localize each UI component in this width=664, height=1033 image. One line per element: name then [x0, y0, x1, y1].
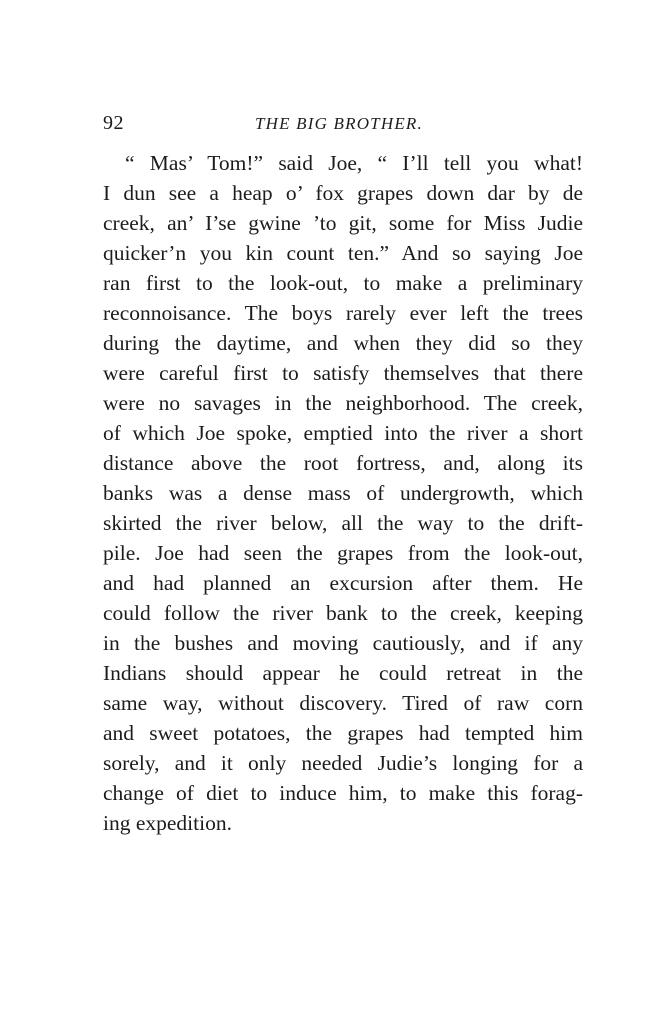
text-line: same way, without discovery. Tired of raw corn — [103, 691, 583, 715]
text-line: banks was a dense mass of undergrowth, which — [103, 481, 583, 505]
text-line: sorely, and it only needed Judie’s longing for a — [103, 751, 583, 775]
text-line: creek, an’ I’se gwine ’to git, some for Miss Judie — [103, 211, 583, 235]
text-line: reconnoisance. The boys rarely ever left the trees — [103, 301, 583, 325]
text-line: ing expedition. — [103, 811, 232, 835]
running-title: THE BIG BROTHER. — [255, 114, 423, 133]
text-line: “ Mas’ Tom!” said Joe, “ I’ll tell you what! — [125, 151, 583, 175]
text-line: and sweet potatoes, the grapes had tempted him — [103, 721, 583, 745]
text-line: could follow the river bank to the creek, keeping — [103, 601, 583, 625]
text-line: skirted the river below, all the way to the drift- — [103, 511, 583, 535]
text-line: pile. Joe had seen the grapes from the look-out, — [103, 541, 583, 565]
page-header — [103, 112, 583, 142]
text-line: in the bushes and moving cautiously, and if any — [103, 631, 583, 655]
text-line: and had planned an excursion after them. He — [103, 571, 583, 595]
text-line: of which Joe spoke, emptied into the river a short — [103, 421, 583, 445]
text-line: Indians should appear he could retreat in the — [103, 661, 583, 685]
text-line: distance above the root fortress, and, along its — [103, 451, 583, 475]
page-number: 92 — [103, 112, 124, 134]
text-line: quicker’n you kin count ten.” And so saying Joe — [103, 241, 583, 265]
text-line: change of diet to induce him, to make this forag- — [103, 781, 583, 805]
text-line: ran first to the look-out, to make a preliminary — [103, 271, 583, 295]
text-line: I dun see a heap o’ fox grapes down dar by de — [103, 181, 583, 205]
body-paragraph — [103, 148, 583, 838]
text-line: were careful first to satisfy themselves that there — [103, 361, 583, 385]
text-line: were no savages in the neighborhood. The creek, — [103, 391, 583, 415]
text-line: during the daytime, and when they did so they — [103, 331, 583, 355]
